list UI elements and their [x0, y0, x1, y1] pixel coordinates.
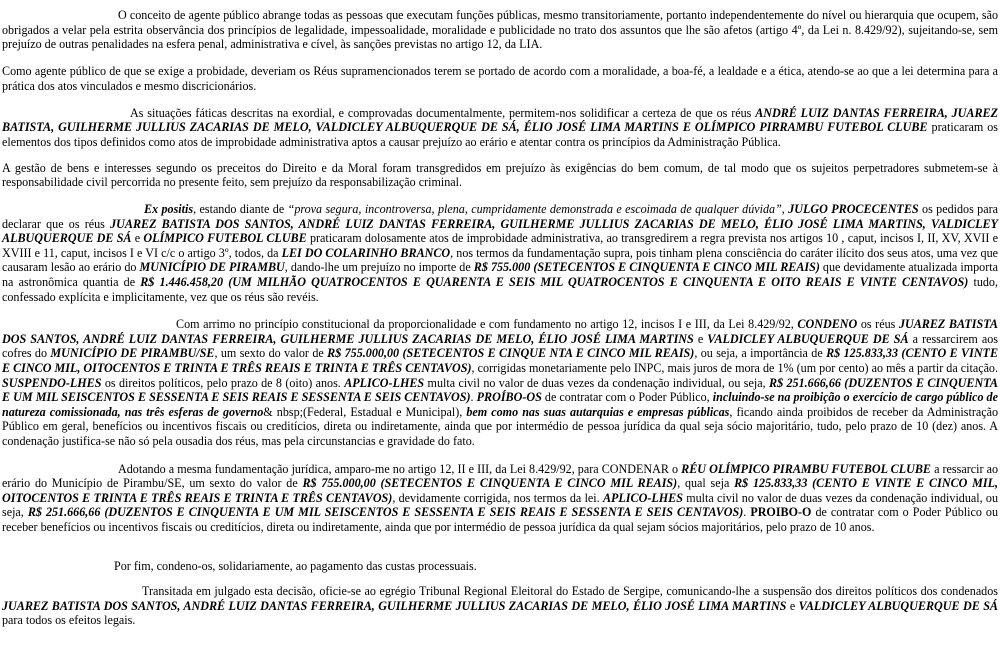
text-run: a ressarcirem aos cofres do	[2, 331, 998, 361]
text-run: , estando diante de	[193, 202, 288, 217]
paragraph-9	[2, 584, 998, 628]
emphasis-run: JUAREZ BATISTA DOS SANTOS, ANDRÉ LUIZ DANTAS FERREIRA, GUILHERME JULLIUS ZACARIAS DE MELO, ÉLIO JOSÉ LIMA MARTINS, VALDICLEY ALBUQUERQUE DE SÁ	[2, 216, 998, 246]
text-run: O conceito de agente público abrange todas as pessoas que executam funções públicas, mesmo transitoriamente, portanto independentemente do nível ou hierarquia que ocupem, são obrigados a velar pela estrita observância dos princípios de legalidade, impessoalidade, moralidade e publicidade no trato dos assuntos que lhe são afetos (artigo 4º, da Lei n. 8.429/92), sujeitando-se, sem prejuízo de outras penalidades na esfera penal, administrativa e cível, às sanções previstas no artigo 12, da LIA.	[2, 8, 998, 52]
emphasis-run: R$ 251.666,66 (DUZENTOS E CINQUENTA E UM MIL SEISCENTOS E SESSENTA E SEIS REAIS E SESSENTA E SEIS CENTAVOS)	[2, 375, 998, 405]
emphasis-run: R$ 1.446.458,20 (UM MILHÃO QUATROCENTOS E QUARENTA E SEIS MIL QUATROCENTOS E CINQUENTA E OITO REAIS E VINTE CENTAVOS)	[140, 275, 969, 290]
text-run: , ficando ainda proibidos de receber da Administração Público em geral, benefícios ou incentivos fiscais ou creditícios, direta ou indiretamente, ainda que por intermédio de pessoa jurídica da qual seja sócio majoritário, tudo, pelo prazo de 10 (dez) anos. A condenação justifica-se não só pela ousadia dos réus, mas pela circunstancias e gravidade do fato.	[2, 404, 998, 449]
emphasis-run: R$ 755.000,00 (SETECENTOS E CINQUE NTA E CINCO MIL REAIS)	[327, 346, 695, 361]
text-run: Como agente público de que se exige a probidade, deveriam os Réus supramencionados terem se portado de acordo com a moralidade, a boa-fé, a lealdade e a ética, atendo-se ao que a lei determina para a prática dos atos vinculados e mesmo discricionários.	[2, 64, 998, 93]
text-run: , ou seja, a importância de	[694, 346, 827, 361]
emphasis-run: APLICO-LHES	[602, 490, 683, 505]
text-run: ,	[781, 202, 789, 217]
emphasis-run: R$ 755.000,00 (SETECENTOS E CINQUENTA E CINCO MIL REAIS)	[302, 476, 678, 491]
text-run: multa civil no valor de duas vezes da condenação individual, ou seja,	[424, 375, 769, 390]
emphasis-run: RÉU OLÍMPICO PIRAMBU FUTEBOL CLUBE	[681, 461, 931, 476]
emphasis-run: R$ 251.666,66 (DUZENTOS E CINQUENTA E UM MIL SEISCENTOS E SESSENTA E SEIS REAIS E SESSENTA E SEIS CENTAVOS)	[27, 505, 744, 520]
paragraph-1	[2, 8, 998, 52]
text-run: Com arrimo no princípio constitucional da proporcionalidade e com fundamento no artigo 12, incisos I e III, da Lei 8.429/92,	[176, 317, 798, 332]
emphasis-run: “prova segura, incontroversa, plena, cumpridamente demonstrada e escoimada de qualquer dúvida”	[287, 202, 782, 217]
paragraph-2	[2, 64, 998, 93]
emphasis-run: JULGO PROCECENTES	[788, 202, 919, 217]
text-run: , nos termos da fundamentação supra, pois tinham plena consciência do caráter ilícito dos seus atos, uma vez que causaram lesão ao erário do	[2, 245, 998, 275]
emphasis-run: R$ 125.833,33 (CENTO E VINTE E CINCO MIL, OITOCENTOS E TRINTA E TRÊS REAIS E TRINTA E TRÊS CENTAVOS)	[2, 476, 998, 505]
emphasis-run: Ex positis	[144, 202, 194, 217]
emphasis-run: CONDENO	[797, 317, 858, 332]
text-run: praticaram os elementos dos tipos definidos como atos de improbidade administrativa aptos a causar prejuízo ao erário e atentar contra os princípios da Administração Pública.	[2, 120, 998, 149]
paragraph-5	[2, 202, 998, 304]
emphasis-run: PROÍBO-OS	[476, 390, 542, 405]
text-run: Transitada em julgado esta decisão, oficie-se ao egrégio Tribunal Regional Eleitoral do Estado de Sergipe, comunicando-lhe a suspensão dos direitos políticos dos condenados	[142, 584, 998, 599]
emphasis-run: VALDICLEY ALBUQUERQUE DE SÁ	[798, 598, 999, 613]
paragraph-8	[2, 559, 998, 574]
emphasis-run: PROIBO-O	[750, 505, 812, 520]
paragraph-3	[2, 106, 998, 150]
text-run: , devidamente corrigida, nos termos da lei.	[392, 490, 603, 505]
text-run: A gestão de bens e interesses segundo os preceitos do Direito e da Moral foram transgredidos em prejuízo às exigências do bem comum, de tal modo que os sujeitos perpetradores submetem-se à responsabilidade civil percorrida no presente feito, sem prejuízo da responsabilização criminal.	[2, 160, 998, 190]
text-run: os direitos políticos, pelo prazo de 8 (oito) anos.	[101, 375, 345, 390]
text-run: praticaram dolosamente atos de improbidade administrativa, ao transgredirem a regra prevista nos artigos 10 , caput, incisos I, II, XV, XVII e XVIII e 11, caput, incisos I e VI c/c o artigo 3º, todos, da	[2, 231, 998, 260]
emphasis-run: SUSPENDO-LHES	[2, 375, 102, 390]
text-run: As situações fáticas descritas na exordial, e comprovadas documentalmente, permitem-nos solidificar a certeza de que os réus	[130, 105, 756, 120]
text-run: multa civil no valor de duas vezes da condenação individual, ou seja,	[2, 490, 999, 520]
text-run: , dando-lhe um prejuízo no importe de	[284, 260, 474, 275]
emphasis-run: ANDRÉ LUIZ DANTAS FERREIRA, JUAREZ BATISTA, GUILHERME JULLIUS ZACARIAS DE MELO, VALDICLEY ALBUQUERQUE DE SÁ, ÉLIO JOSÉ LIMA MARTINS E OLÍMPICO PIRRAMBU FUTEBOL CLUBE	[2, 105, 998, 135]
emphasis-run: MUNICÍPIO DE PIRAMBU/SE	[50, 346, 215, 361]
text-run: e	[786, 598, 799, 613]
emphasis-run: LEI DO COLARINHO BRANCO	[281, 245, 451, 260]
emphasis-run: APLICO-LHES	[344, 375, 425, 390]
text-run: & nbsp;(Federal, Estadual e Municipal),	[263, 404, 467, 419]
text-run: Adotando a mesma fundamentação jurídica, amparo-me no artigo 12, II e III, da Lei 8.429/92, para CONDENAR o	[118, 461, 682, 476]
text-run: , qual seja	[677, 476, 735, 491]
text-run: os réus	[857, 317, 899, 332]
emphasis-run: JUAREZ BATISTA DOS SANTOS, ANDRÉ LUIZ DANTAS FERREIRA, GUILHERME JULLIUS ZACARIAS DE MELO, ÉLIO JOSÉ LIMA MARTINS	[2, 598, 787, 613]
emphasis-run: OLÍMPICO FUTEBOL CLUBE	[143, 231, 307, 246]
text-run: de contratar com o Poder Público,	[541, 390, 713, 405]
emphasis-run: JUAREZ BATISTA DOS SANTOS, ANDRÉ LUIZ DANTAS FERREIRA, GUILHERME JULLIUS ZACARIAS DE MELO, ÉLIO JOSÉ LIMA MARTINS	[2, 317, 998, 346]
text-run: .	[743, 505, 751, 520]
paragraph-7	[2, 462, 998, 535]
text-run: que devidamente atualizada importa na astronômica quantia de	[2, 260, 998, 290]
paragraph-6	[2, 317, 998, 448]
text-run: de contratar com o Poder Público ou receber benefícios ou incentivos fiscais ou creditícios, direta ou indiretamente, ainda que por intermédio de pessoa jurídica da qual sejam sócios majoritários, pelo prazo de 10 anos.	[2, 505, 998, 534]
text-run: a ressarcir ao erário do Município de Pirambu/SE, um sexto do valor de	[2, 461, 998, 491]
text-run: .	[470, 390, 477, 405]
text-run: , um sexto do valor de	[214, 346, 328, 361]
text-run: tudo, confessado explícita e implicitamente, vez que os réus são revéis.	[2, 275, 998, 304]
paragraph-4	[2, 161, 998, 190]
text-run: e	[131, 231, 144, 246]
text-run: e	[693, 331, 708, 346]
text-run: os pedidos para declarar que os réus	[2, 202, 998, 231]
emphasis-run: incluindo-se na proibição o exercício de cargo público de natureza comissionada, nas três esferas de governo	[2, 390, 998, 419]
emphasis-run: R$ 125.833,33 (CENTO E VINTE E CINCO MIL, OITOCENTOS E TRINTA E TRÊS REAIS E TRINTA E TRÊS CENTAVOS)	[2, 346, 999, 376]
text-run: Por fim, condeno-os, solidariamente, ao pagamento das custas processuais.	[114, 558, 477, 573]
text-run: para todos os efeitos legais.	[2, 613, 136, 628]
text-run: , corrigidas monetariamente pelo INPC, mais juros de mora de 1% (um por cento) ao mês a partir da citação.	[471, 361, 999, 376]
emphasis-run: bem como nas suas autarquias e empresas públicas	[466, 404, 730, 419]
emphasis-run: VALDICLEY ALBUQUERQUE DE SÁ	[707, 331, 909, 346]
emphasis-run: MUNICÍPIO DE PIRAMBU	[139, 260, 285, 275]
emphasis-run: R$ 755.000 (SETECENTOS E CINQUENTA E CINCO MIL REAIS)	[473, 260, 820, 275]
